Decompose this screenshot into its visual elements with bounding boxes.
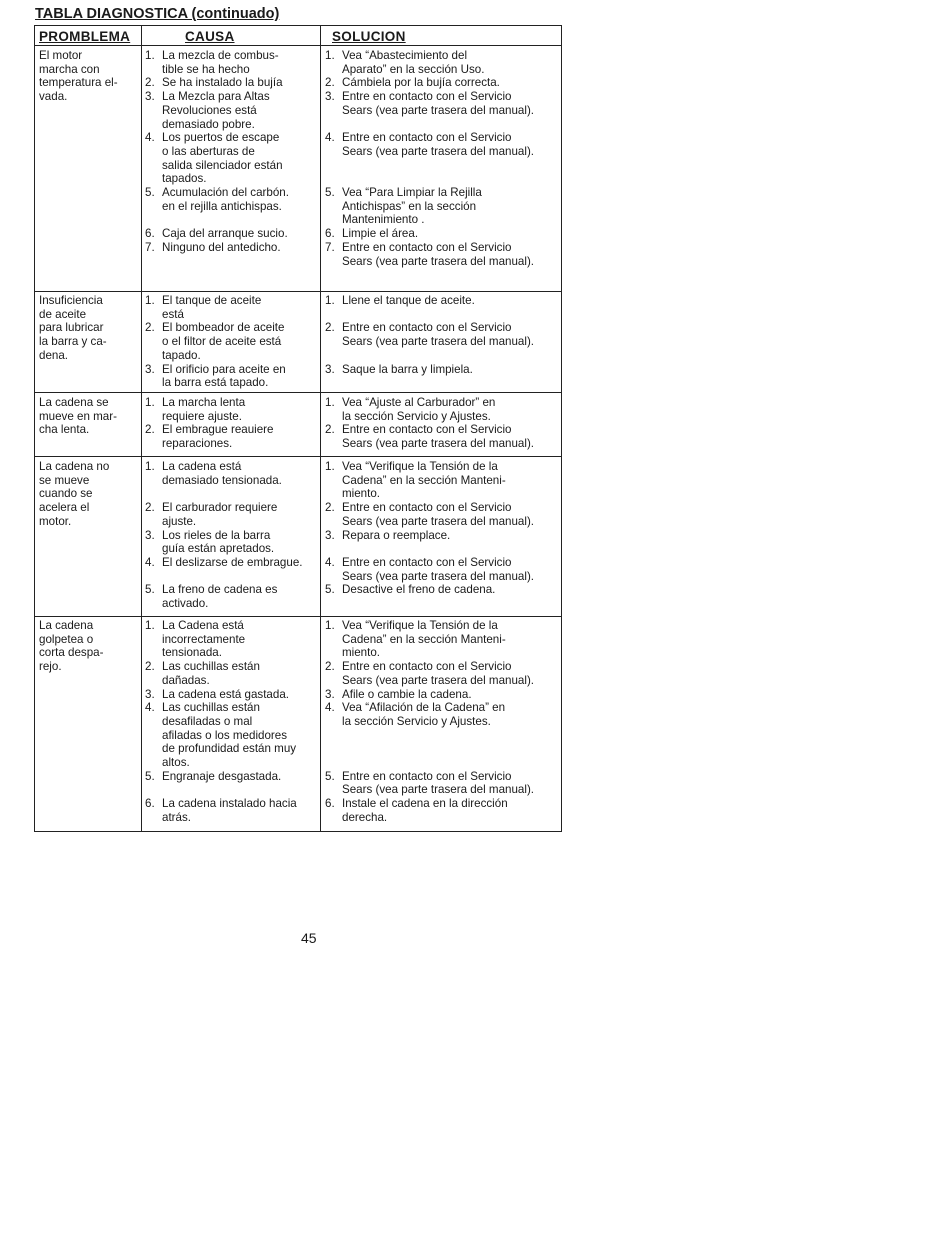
- cause-item-text: Los rieles de la barra: [162, 528, 271, 542]
- solution-item-text: Entre en contacto con el Servicio: [342, 769, 512, 783]
- problem-text: cuando se: [39, 487, 93, 501]
- solution-item-text: Cadena” en la sección Manteni-: [342, 473, 506, 487]
- solution-item-text: Entre en contacto con el Servicio: [342, 90, 512, 104]
- solution-item: [325, 321, 562, 348]
- solution-item: [325, 660, 562, 687]
- cause-item: [145, 131, 319, 186]
- cause-item-text: afiladas o los medidores: [162, 728, 288, 742]
- cause-item-number: 1.: [145, 49, 155, 62]
- cause-item-text: La cadena está gastada.: [162, 687, 289, 701]
- row-divider: [35, 456, 561, 457]
- cause-item-text: La cadena instalado hacia: [162, 797, 297, 811]
- column-divider: [320, 26, 321, 831]
- solution-item-number: 1.: [325, 460, 335, 473]
- solution-item-text: miento.: [342, 487, 381, 501]
- cause-item-number: 1.: [145, 294, 155, 307]
- solution-item-number: 3.: [325, 362, 335, 376]
- problem-cell: [39, 294, 107, 362]
- solution-item: [325, 396, 562, 423]
- problem-text: de aceite: [39, 307, 87, 321]
- solution-item: [325, 131, 562, 158]
- cause-item: [145, 321, 319, 362]
- cause-item-number: 2.: [145, 660, 155, 674]
- solution-item-text: miento.: [342, 646, 381, 660]
- solution-item-text: Vea “Ajuste al Carburador” en: [342, 396, 496, 409]
- cause-item-text: en el rejilla antichispas.: [162, 199, 282, 213]
- cause-item-text: requiere ajuste.: [162, 409, 242, 423]
- solution-item-text: Sears (vea parte trasera del manual).: [342, 437, 535, 451]
- cause-item: [145, 660, 319, 687]
- problem-text: La cadena: [39, 619, 94, 632]
- cause-item-text: El deslizarse de embrague.: [162, 555, 303, 569]
- problem-text: El motor: [39, 49, 83, 62]
- cause-item: [145, 529, 319, 556]
- cause-item: [145, 797, 319, 824]
- cause-item: [145, 241, 319, 255]
- solution-item-text: Vea “Verifique la Tensión de la: [342, 460, 498, 473]
- cause-item-text: o las aberturas de: [162, 144, 255, 158]
- cause-item: [145, 49, 319, 76]
- problem-text: se mueve: [39, 473, 90, 487]
- cause-item-text: la barra está tapado.: [162, 376, 269, 390]
- solution-item-text: Entre en contacto con el Servicio: [342, 501, 512, 515]
- solution-item: [325, 770, 562, 797]
- problem-text: rejo.: [39, 660, 62, 674]
- solution-item-text: Desactive el freno de cadena.: [342, 583, 496, 597]
- solution-item-text: Cadena” en la sección Manteni-: [342, 632, 506, 646]
- solution-item: [325, 688, 562, 702]
- solution-item-text: Antichispas” en la sección: [342, 199, 477, 213]
- cause-item-text: salida silenciador están: [162, 158, 283, 172]
- solution-item-text: Limpie el área.: [342, 227, 419, 241]
- solution-item-text: Afile o cambie la cadena.: [342, 687, 472, 701]
- cause-item: [145, 460, 319, 487]
- solution-item-number: 5.: [325, 583, 335, 597]
- problem-text: marcha con: [39, 62, 100, 76]
- cause-item-number: 4.: [145, 555, 155, 569]
- row-divider: [35, 392, 561, 393]
- cause-item-text: tensionada.: [162, 646, 222, 660]
- cause-item-text: La Mezcla para Altas: [162, 90, 270, 104]
- solution-item: [325, 797, 562, 824]
- cause-item-text: ajuste.: [162, 514, 197, 528]
- solution-item: [325, 49, 562, 76]
- cause-item-text: Engranaje desgastada.: [162, 769, 282, 783]
- cause-item-number: 5.: [145, 583, 155, 597]
- problem-cell: [39, 49, 118, 104]
- cause-item: [145, 186, 319, 213]
- cause-item: [145, 688, 319, 702]
- diagnostic-table: [34, 25, 562, 832]
- problem-cell: [39, 460, 109, 528]
- solution-item-text: Entre en contacto con el Servicio: [342, 555, 512, 569]
- cause-item-text: Caja del arranque sucio.: [162, 227, 288, 241]
- cause-item: [145, 770, 319, 784]
- solution-item-number: 4.: [325, 555, 335, 569]
- cause-item-number: 3.: [145, 528, 155, 542]
- problem-text: La cadena se: [39, 396, 109, 409]
- solution-item: [325, 529, 562, 543]
- cause-item: [145, 227, 319, 241]
- cause-item-text: El carburador requiere: [162, 501, 278, 515]
- problem-text: golpetea o: [39, 632, 94, 646]
- cause-item-number: 7.: [145, 240, 155, 254]
- cause-item: [145, 76, 319, 90]
- cause-item-text: demasiado pobre.: [162, 117, 255, 131]
- cause-item-number: 2.: [145, 501, 155, 515]
- solution-item: [325, 227, 562, 241]
- cause-item-number: 4.: [145, 131, 155, 145]
- cause-item-number: 1.: [145, 460, 155, 473]
- cause-item-text: desafiladas o mal: [162, 714, 253, 728]
- problem-text: La cadena no: [39, 460, 110, 473]
- problem-cell: [39, 396, 117, 437]
- solution-item-text: Entre en contacto con el Servicio: [342, 660, 512, 674]
- cause-item-text: Se ha instalado la bujía: [162, 76, 283, 90]
- solution-item-number: 4.: [325, 131, 335, 145]
- solution-item-number: 4.: [325, 701, 335, 715]
- header-problema: PROMBLEMA: [39, 29, 131, 44]
- cause-item-text: de profundidad están muy: [162, 742, 297, 756]
- page-title: TABLA DIAGNOSTICA (continuado): [35, 6, 280, 22]
- cause-item: [145, 294, 319, 321]
- solution-item-text: Mantenimiento .: [342, 213, 425, 227]
- solution-item-number: 7.: [325, 240, 335, 254]
- solution-item: [325, 241, 562, 268]
- cause-item-number: 1.: [145, 396, 155, 409]
- solution-item-text: Entre en contacto con el Servicio: [342, 240, 512, 254]
- cause-item-number: 3.: [145, 687, 155, 701]
- cause-item-text: La mezcla de combus-: [162, 49, 279, 62]
- solution-item-number: 5.: [325, 186, 335, 199]
- solution-item-number: 2.: [325, 660, 335, 674]
- solution-item-text: la sección Servicio y Ajustes.: [342, 714, 491, 728]
- cause-item-number: 5.: [145, 186, 155, 199]
- cause-item-text: activado.: [162, 597, 209, 610]
- solution-item-text: Llene el tanque de aceite.: [342, 294, 475, 307]
- solution-item-text: derecha.: [342, 810, 388, 824]
- cause-item-text: tapado.: [162, 348, 201, 362]
- cause-item-number: 2.: [145, 321, 155, 335]
- cause-item-text: La freno de cadena es: [162, 583, 278, 597]
- solution-item: [325, 363, 562, 377]
- solution-item-text: Sears (vea parte trasera del manual).: [342, 514, 535, 528]
- solution-item-text: Sears (vea parte trasera del manual).: [342, 144, 535, 158]
- cause-item-text: reparaciones.: [162, 437, 233, 451]
- page-number: 45: [301, 930, 317, 946]
- solution-item-text: Entre en contacto con el Servicio: [342, 321, 512, 335]
- cause-item: [145, 423, 319, 450]
- solution-item-number: 3.: [325, 687, 335, 701]
- solution-item: [325, 90, 562, 117]
- problem-text: temperatura el-: [39, 76, 118, 90]
- solution-item-number: 1.: [325, 396, 335, 409]
- cause-item-number: 3.: [145, 90, 155, 104]
- solution-item-text: Sears (vea parte trasera del manual).: [342, 673, 535, 687]
- cause-item: [145, 90, 319, 131]
- solution-item-number: 2.: [325, 501, 335, 515]
- problem-text: para lubricar: [39, 321, 104, 335]
- cause-item-text: guía están apretados.: [162, 542, 275, 556]
- solution-item-number: 3.: [325, 528, 335, 542]
- cause-item: [145, 396, 319, 423]
- solution-item-number: 3.: [325, 90, 335, 104]
- solution-item-text: Sears (vea parte trasera del manual).: [342, 335, 535, 349]
- cause-item-text: El tanque de aceite: [162, 294, 262, 307]
- cause-item-text: demasiado tensionada.: [162, 473, 282, 487]
- solution-item: [325, 619, 562, 660]
- header-causa: CAUSA: [185, 29, 235, 44]
- cause-item-text: dañadas.: [162, 673, 210, 687]
- solution-item-text: Vea “Afilación de la Cadena” en: [342, 701, 506, 715]
- cause-item-number: 2.: [145, 76, 155, 90]
- problem-text: la barra y ca-: [39, 335, 107, 349]
- cause-item: [145, 556, 319, 570]
- cause-item-text: Ninguno del antedicho.: [162, 240, 281, 254]
- cause-item-text: Los puertos de escape: [162, 131, 280, 145]
- solution-item: [325, 583, 562, 597]
- row-divider: [35, 616, 561, 617]
- solution-item-text: Saque la barra y limpiela.: [342, 362, 473, 376]
- solution-item-text: Entre en contacto con el Servicio: [342, 423, 512, 437]
- cause-item: [145, 501, 319, 528]
- solution-item-text: Cámbiela por la bujía correcta.: [342, 76, 500, 90]
- solution-item: [325, 76, 562, 90]
- solution-item-number: 5.: [325, 769, 335, 783]
- solution-item-text: Entre en contacto con el Servicio: [342, 131, 512, 145]
- cause-item-number: 2.: [145, 423, 155, 437]
- solution-item-text: Sears (vea parte trasera del manual).: [342, 569, 535, 583]
- cause-item-text: La Cadena está: [162, 619, 244, 632]
- solution-item: [325, 423, 562, 450]
- cause-item-number: 6.: [145, 227, 155, 241]
- solution-item-text: Aparato” en la sección Uso.: [342, 62, 485, 76]
- cause-item-number: 5.: [145, 769, 155, 783]
- solution-item-text: Vea “Para Limpiar la Rejilla: [342, 186, 482, 199]
- header-solucion: SOLUCION: [332, 29, 406, 44]
- solution-item-text: Instale el cadena en la dirección: [342, 797, 508, 811]
- problem-text: vada.: [39, 90, 68, 104]
- cause-item-text: El orificio para aceite en: [162, 362, 286, 376]
- solution-item-text: Sears (vea parte trasera del manual).: [342, 783, 535, 797]
- solution-item-text: Vea “Verifique la Tensión de la: [342, 619, 498, 632]
- solution-item-number: 6.: [325, 227, 335, 241]
- cause-item-text: La marcha lenta: [162, 396, 246, 409]
- cause-item-text: Las cuchillas están: [162, 701, 260, 715]
- cause-item: [145, 583, 319, 610]
- solution-item-number: 6.: [325, 797, 335, 811]
- problem-text: motor.: [39, 514, 72, 528]
- solution-item-number: 1.: [325, 294, 335, 307]
- solution-item: [325, 460, 562, 501]
- cause-item-text: El bombeador de aceite: [162, 321, 285, 335]
- problem-text: dena.: [39, 348, 69, 362]
- solution-item-text: la sección Servicio y Ajustes.: [342, 409, 491, 423]
- cause-item-text: La cadena está: [162, 460, 242, 473]
- cause-item-text: altos.: [162, 756, 190, 769]
- cause-item-text: Acumulación del carbón.: [162, 186, 289, 199]
- problem-text: corta despa-: [39, 646, 104, 660]
- cause-item-text: Revoluciones está: [162, 103, 257, 117]
- problem-text: mueve en mar-: [39, 409, 117, 423]
- cause-item-text: Las cuchillas están: [162, 660, 260, 674]
- problem-text: Insuficiencia: [39, 294, 103, 307]
- cause-item: [145, 619, 319, 660]
- cause-item-text: está: [162, 307, 184, 321]
- cause-item-text: tible se ha hecho: [162, 62, 250, 76]
- solution-item-text: Repara o reemplace.: [342, 528, 451, 542]
- solution-item: [325, 701, 562, 728]
- cause-item: [145, 363, 319, 390]
- problem-cell: [39, 619, 103, 674]
- solution-item-number: 2.: [325, 321, 335, 335]
- solution-item-number: 2.: [325, 76, 335, 90]
- solution-item-number: 2.: [325, 423, 335, 437]
- solution-item-text: Vea “Abastecimiento del: [342, 49, 468, 62]
- problem-text: acelera el: [39, 501, 90, 515]
- cause-item-number: 1.: [145, 619, 155, 632]
- solution-item: [325, 501, 562, 528]
- cause-item-text: El embrague reauiere: [162, 423, 274, 437]
- solution-item: [325, 294, 562, 308]
- solution-item: [325, 186, 562, 227]
- solution-item: [325, 556, 562, 583]
- cause-item-text: o el filtor de aceite está: [162, 335, 282, 349]
- solution-item-number: 1.: [325, 49, 335, 62]
- column-divider: [141, 26, 142, 831]
- cause-item-number: 6.: [145, 797, 155, 811]
- solution-item-text: Sears (vea parte trasera del manual).: [342, 103, 535, 117]
- solution-item-number: 1.: [325, 619, 335, 632]
- solution-item-text: Sears (vea parte trasera del manual).: [342, 254, 535, 268]
- cause-item-text: incorrectamente: [162, 632, 246, 646]
- cause-item: [145, 701, 319, 770]
- cause-item-number: 3.: [145, 362, 155, 376]
- problem-text: cha lenta.: [39, 423, 90, 437]
- cause-item-text: tapados.: [162, 172, 207, 186]
- cause-item-number: 4.: [145, 701, 155, 715]
- cause-item-text: atrás.: [162, 810, 191, 824]
- header-divider: [35, 45, 561, 46]
- row-divider: [35, 291, 561, 292]
